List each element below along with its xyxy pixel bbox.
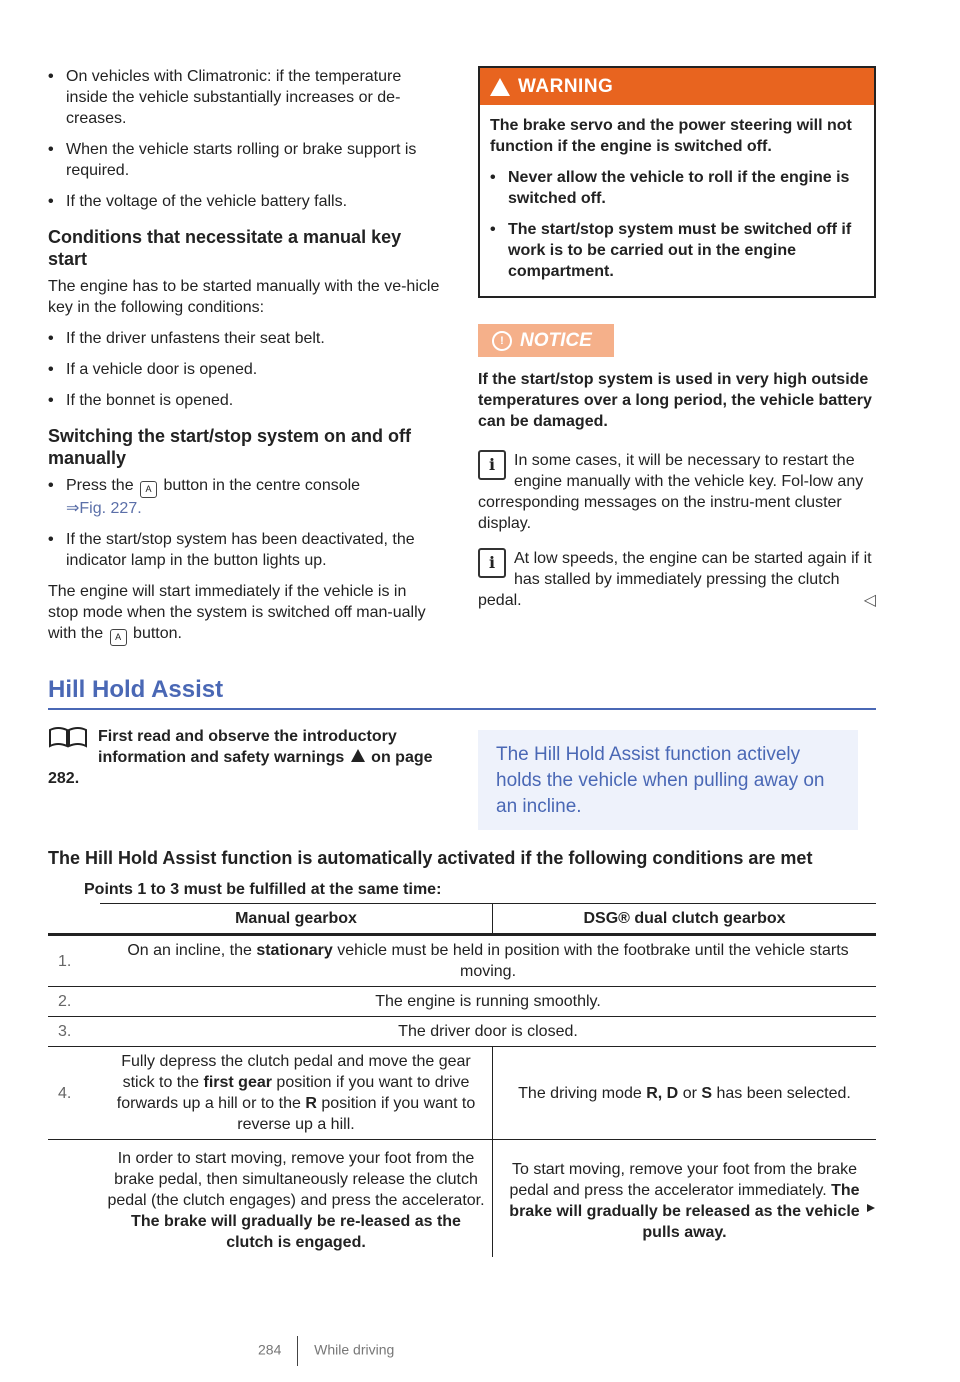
- bullet-text: The start/stop system must be switched off if work is to be carried out in the engine compartment.: [508, 221, 852, 280]
- conditions-table: [48, 903, 876, 1257]
- list-item: • If a vehicle door is opened.: [48, 359, 440, 380]
- bullet-text: When the vehicle starts rolling or brake support is required.: [66, 141, 417, 179]
- table-row: [48, 1140, 876, 1258]
- table-row: [48, 1047, 876, 1140]
- book-icon: [48, 726, 88, 748]
- cell-bold: R, D: [646, 1084, 679, 1102]
- info-text: At low speeds, the engine can be started again if it has stalled by immediately pressing the clutch pedal.: [478, 550, 872, 609]
- row-number: 2.: [48, 987, 100, 1017]
- info-text: In some cases, it will be necessary to restart the engine manually with the vehicle key. Fol-low any corresponding messages on the instru-ment cluster display.: [478, 452, 864, 532]
- table-row: [48, 1017, 876, 1047]
- engine-start-paragraph: [48, 581, 440, 646]
- intro-note: [48, 726, 448, 789]
- continue-arrow-icon: [866, 1203, 876, 1213]
- left-column: [48, 66, 440, 656]
- section-rule: [48, 708, 876, 710]
- list-item: • If the start/stop system has been deactivated, the indicator lamp in the button lights up.: [48, 529, 440, 571]
- cell-text: Fully depress the clutch pedal and move the gear stick to the: [121, 1053, 471, 1091]
- end-mark: ◁: [863, 592, 876, 609]
- cell-text: position if you want to drive forwards up a hill or to the: [116, 1074, 470, 1112]
- cell-bold: stationary: [256, 942, 333, 959]
- cell-bold: The brake will gradually be re-leased as the clutch is engaged.: [131, 1213, 461, 1251]
- cell-text: In order to start moving, remove your foot from the brake pedal, then simultaneously release the clutch pedal (the clutch engages) and press the accelerator.: [107, 1150, 485, 1209]
- bullet-text: If a vehicle door is opened.: [66, 361, 258, 378]
- cell-text: To start moving, remove your foot from the brake pedal and press the accelerator immediately.: [509, 1160, 858, 1199]
- press-suffix: button in the centre console: [163, 477, 361, 494]
- cell-bold: The brake will gradually be released as the vehicle pulls away.: [509, 1181, 860, 1241]
- list-item: • Press the A button in the centre console ⇒Fig. 227.: [48, 477, 361, 517]
- row-number: 4.: [48, 1047, 100, 1140]
- warning-header: [480, 68, 874, 105]
- warning-triangle-icon: [490, 78, 510, 96]
- table-cell: [493, 1047, 877, 1140]
- info-paragraph: [478, 450, 876, 534]
- table-cell: [100, 935, 876, 987]
- warning-triangle-icon: [351, 749, 365, 762]
- row-number: 3.: [48, 1017, 100, 1047]
- page-footer: [258, 1336, 394, 1366]
- notice-icon: !: [492, 331, 512, 351]
- cell-bold: first gear: [203, 1074, 272, 1091]
- list-item: • If the driver unfastens their seat belt.: [48, 328, 440, 349]
- cell-text: The driving mode: [518, 1084, 642, 1102]
- list-item: • If the bonnet is opened.: [48, 390, 440, 411]
- start-stop-button-icon: A: [140, 481, 157, 498]
- bullet-text: If the start/stop system has been deactivated, the indicator lamp in the button lights up.: [66, 531, 415, 569]
- info-paragraph: [478, 548, 876, 611]
- section-title: Hill Hold Assist: [48, 676, 224, 703]
- bullet-text: If the bonnet is opened.: [66, 392, 234, 409]
- cell-text: position if you want to reverse up a hill.: [237, 1095, 476, 1133]
- cell-text: On an incline, the: [127, 942, 252, 959]
- page-number: 284: [258, 1341, 282, 1358]
- table-header: Manual gearbox: [100, 904, 493, 935]
- footer-section: While driving: [314, 1341, 395, 1358]
- bullet-text: If the driver unfastens their seat belt.: [66, 330, 325, 347]
- table-cell: [493, 1140, 877, 1258]
- row-number: 1.: [48, 935, 100, 987]
- intro-page: on page 282.: [48, 749, 433, 787]
- list-item: • The start/stop system must be switched off if work is to be carried out in the engine compartment.: [490, 219, 864, 282]
- table-row: [48, 987, 876, 1017]
- notice-badge: [478, 324, 614, 357]
- info-icon: i: [478, 548, 506, 578]
- intro-text: First read and observe the introductory information and safety warnings: [98, 728, 397, 766]
- list-item: • Never allow the vehicle to roll if the engine is switched off.: [490, 167, 864, 209]
- points-note: Points 1 to 3 must be fulfilled at the same time:: [84, 881, 442, 898]
- warning-box: [478, 66, 876, 298]
- notice-text: If the start/stop system is used in very high outside temperatures over a long period, the vehicle battery can be damaged.: [478, 371, 872, 430]
- list-item: • On vehicles with Climatronic: if the temperature inside the vehicle substantially increases or de-creases.: [48, 66, 440, 129]
- engine-start-text: The engine will start immediately if the vehicle is in stop mode when the system is switched off man-ually with the: [48, 583, 426, 642]
- press-prefix: Press the: [66, 477, 134, 494]
- table-header: DSG® dual clutch gearbox: [493, 904, 877, 935]
- warning-label: WARNING: [518, 76, 614, 97]
- warning-body: [480, 105, 874, 296]
- highlight-box: [478, 730, 858, 830]
- cell-bold: R: [305, 1095, 317, 1112]
- cell-text: or: [682, 1084, 697, 1102]
- cell-text: has been selected.: [716, 1084, 851, 1102]
- list-item: • When the vehicle starts rolling or brake support is required.: [48, 139, 440, 181]
- table-cell: The driver door is closed.: [100, 1017, 876, 1047]
- conditions-title: The Hill Hold Assist function is automatically activated if the following conditions are met: [48, 848, 813, 868]
- highlight-text: The Hill Hold Assist function actively holds the vehicle when pulling away on an incline.: [496, 744, 825, 817]
- manual-key-heading: Conditions that necessitate a manual key start: [48, 227, 402, 269]
- switching-heading: Switching the start/stop system on and off manually: [48, 426, 412, 468]
- list-item: • If the voltage of the vehicle battery falls.: [48, 191, 440, 212]
- bullet-text: Never allow the vehicle to roll if the engine is switched off.: [508, 169, 850, 207]
- right-column: [478, 66, 876, 625]
- cell-bold: S: [701, 1084, 713, 1102]
- table-cell: [100, 1047, 493, 1140]
- start-stop-button-icon: A: [110, 629, 127, 646]
- manual-key-intro: The engine has to be started manually with the ve-hicle key in the following conditions:: [48, 278, 440, 316]
- bullet-text: On vehicles with Climatronic: if the temperature inside the vehicle substantially increases or de-creases.: [66, 68, 402, 127]
- warning-intro: The brake servo and the power steering will not function if the engine is switched off.: [490, 117, 852, 155]
- cell-text: vehicle must be held in position with the footbrake until the vehicle starts moving.: [337, 942, 849, 980]
- figure-link[interactable]: ⇒Fig. 227.: [66, 500, 142, 517]
- engine-start-suffix: button.: [133, 625, 182, 642]
- info-icon: i: [478, 450, 506, 480]
- notice-label: NOTICE: [520, 330, 592, 351]
- table-cell: [100, 1140, 493, 1258]
- table-row: [48, 935, 876, 987]
- table-cell: The engine is running smoothly.: [100, 987, 876, 1017]
- footer-divider: [297, 1336, 298, 1366]
- bullet-text: If the voltage of the vehicle battery falls.: [66, 193, 348, 210]
